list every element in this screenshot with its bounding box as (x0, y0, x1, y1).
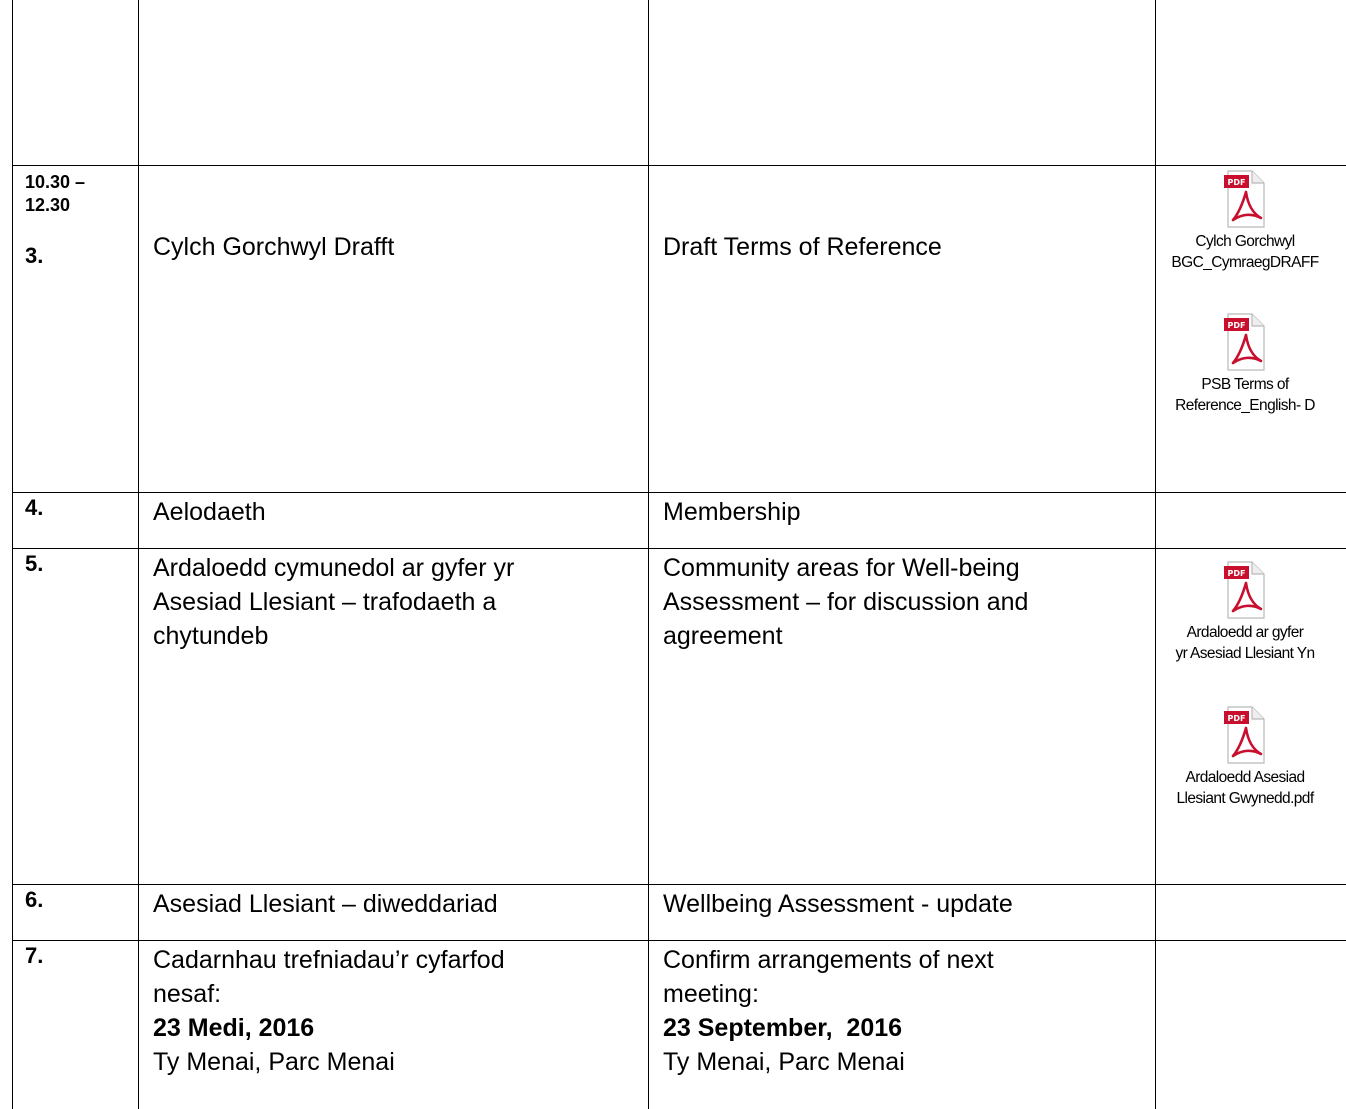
attachment-cell (1156, 165, 1346, 492)
number-cell (13, 548, 139, 884)
pdf-attachment[interactable] (1150, 706, 1340, 809)
attachment-label (1150, 231, 1340, 273)
pdf-icon (1224, 170, 1266, 228)
attachment-label (1150, 374, 1340, 416)
attachment-label (1150, 767, 1340, 809)
pdf-icon (1224, 706, 1266, 764)
english-line: Confirm arrangements of next (663, 945, 994, 974)
english-line: Assessment – for discussion and (663, 587, 1029, 616)
attachment-label (1150, 622, 1340, 664)
meeting-venue: Ty Menai, Parc Menai (153, 1047, 395, 1076)
welsh-cell (139, 548, 649, 884)
svg-text:PDF: PDF (1227, 568, 1246, 578)
welsh-line: Ardaloedd cymunedol ar gyfer yr (153, 553, 515, 582)
welsh-text (139, 885, 648, 921)
english-line: meeting: (663, 979, 759, 1008)
welsh-line: Cadarnhau trefniadau’r cyfarfod (153, 945, 505, 974)
welsh-text (139, 493, 648, 529)
welsh-line: nesaf: (153, 979, 222, 1008)
number-cell (13, 940, 139, 1109)
item-number: 6. (25, 886, 44, 912)
welsh-line: Cylch Gorchwyl Drafft (153, 232, 395, 261)
welsh-cell (139, 165, 649, 492)
meeting-date: 23 September, 2016 (663, 1013, 903, 1042)
english-text (649, 941, 1155, 1079)
welsh-line: Aelodaeth (153, 497, 266, 526)
english-line: Membership (663, 497, 801, 526)
table-row (13, 884, 1346, 940)
english-text (649, 885, 1155, 921)
time-range (13, 166, 138, 217)
pdf-attachment[interactable] (1150, 170, 1340, 273)
svg-text:PDF: PDF (1227, 177, 1246, 187)
table-row (13, 940, 1346, 1109)
welsh-text (139, 166, 648, 264)
number-cell (13, 492, 139, 548)
time-end: 12.30 (25, 194, 71, 215)
english-line: Community areas for Well-being (663, 553, 1020, 582)
english-line: agreement (663, 621, 783, 650)
english-cell (649, 884, 1156, 940)
english-text (649, 493, 1155, 529)
welsh-cell (139, 884, 649, 940)
english-cell (649, 548, 1156, 884)
attachment-label-line: BGC_CymraegDRAFF (1171, 253, 1319, 271)
english-text (649, 166, 1155, 264)
item-number: 5. (25, 550, 44, 576)
attachment-label-line: Ardaloedd ar gyfer (1186, 623, 1304, 641)
svg-text:PDF: PDF (1227, 320, 1246, 330)
english-cell (649, 165, 1156, 492)
attachment-cell (1156, 884, 1346, 940)
table-row (13, 492, 1346, 548)
item-number: 4. (25, 494, 44, 520)
attachment-label-line: yr Asesiad Llesiant Yn (1175, 644, 1315, 662)
attachment-label-line: Ardaloedd Asesiad (1185, 768, 1305, 786)
attachment-label-line: Cylch Gorchwyl (1195, 232, 1295, 250)
agenda-table (12, 0, 1346, 1109)
welsh-cell (139, 940, 649, 1109)
item-number: 7. (25, 942, 44, 968)
attachment-cell (1156, 940, 1346, 1109)
welsh-line: chytundeb (153, 621, 269, 650)
svg-text:PDF: PDF (1227, 713, 1246, 723)
attachment-label-line: PSB Terms of (1201, 375, 1289, 393)
welsh-text (139, 549, 648, 653)
meeting-venue: Ty Menai, Parc Menai (663, 1047, 905, 1076)
attachment-cell (1156, 548, 1346, 884)
number-cell (13, 165, 139, 492)
number-cell (13, 884, 139, 940)
pdf-icon (1224, 561, 1266, 619)
attachment-label-line: Llesiant Gwynedd.pdf (1176, 789, 1314, 807)
item-number: 3. (25, 242, 44, 268)
table-row (13, 165, 1346, 492)
attachment-cell (1156, 0, 1346, 165)
meeting-date: 23 Medi, 2016 (153, 1013, 315, 1042)
english-line: Wellbeing Assessment - update (663, 889, 1013, 918)
table-row (13, 0, 1346, 165)
english-text (649, 549, 1155, 653)
english-line: Draft Terms of Reference (663, 232, 942, 261)
attachment-cell (1156, 492, 1346, 548)
welsh-line: Asesiad Llesiant – diweddariad (153, 889, 498, 918)
pdf-attachment[interactable] (1150, 313, 1340, 416)
number-cell (13, 0, 139, 165)
pdf-icon (1224, 313, 1266, 371)
time-start: 10.30 – (25, 171, 86, 192)
welsh-line: Asesiad Llesiant – trafodaeth a (153, 587, 497, 616)
english-cell (649, 940, 1156, 1109)
attachment-label-line: Reference_English- D (1175, 396, 1315, 414)
welsh-text (139, 941, 648, 1079)
welsh-cell (139, 0, 649, 165)
table-row (13, 548, 1346, 884)
english-cell (649, 0, 1156, 165)
english-cell (649, 492, 1156, 548)
welsh-cell (139, 492, 649, 548)
pdf-attachment[interactable] (1150, 561, 1340, 664)
